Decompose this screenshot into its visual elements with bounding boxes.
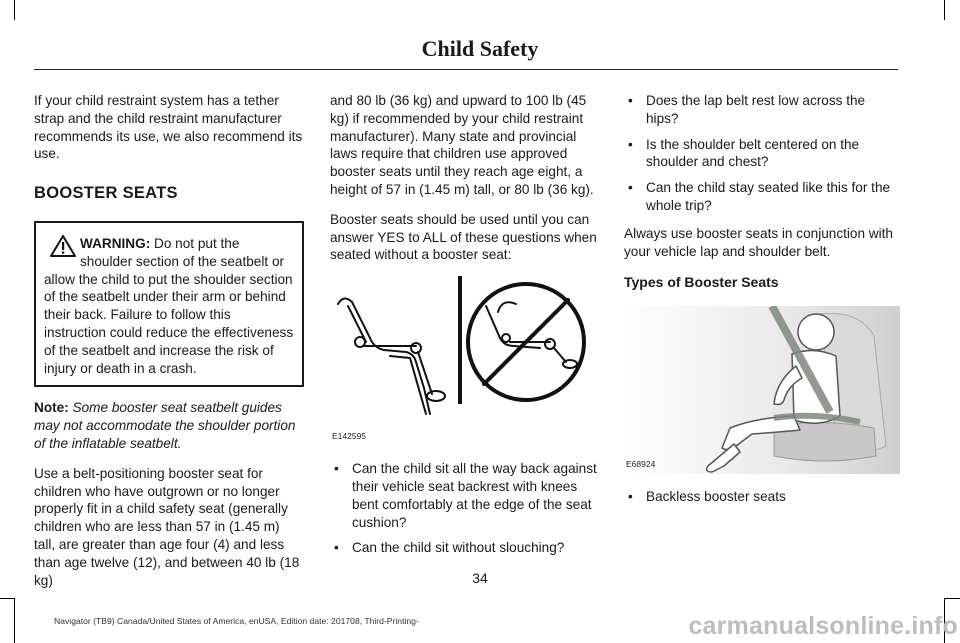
conjunction-paragraph: Always use booster seats in conjunction with your vehicle lap and shoulder belt. xyxy=(624,225,893,259)
crop-mark-bottom-left-h xyxy=(0,598,14,599)
figure-code: E68924 xyxy=(626,459,656,470)
list-item: • Can the child sit without slouching? xyxy=(330,539,602,557)
list-item: • Can the child stay seated like this for the whole trip? xyxy=(624,179,900,215)
note-label: Note: xyxy=(34,400,69,416)
warning-label: WARNING: xyxy=(80,235,151,251)
column-3 xyxy=(624,92,900,516)
column-1 xyxy=(34,92,304,601)
warning-box xyxy=(34,221,304,387)
list-item: • Is the shoulder belt centered on the shoulder and chest? xyxy=(624,136,900,172)
seated-posture-illustration xyxy=(330,276,602,426)
footer-edition-info: Navigator (TB9) Canada/United States of America, enUSA, Edition date: 201708, Third-Printing- xyxy=(54,616,419,626)
warning-text: Do not put the shoulder section of the seatbelt or allow the child to put the shoulder section of the seatbelt under their arm or behind their back. Failure to follow this instruction could reduce the effectiveness of the seatbelt and increase the risk of injury or death in a crash. xyxy=(44,235,294,376)
header-rule xyxy=(34,69,898,70)
page-title: Child Safety xyxy=(421,36,539,61)
intro-paragraph: If your child restraint system has a tether strap and the child restraint manufacturer recommends its use, we also recommend its use. xyxy=(34,93,303,162)
crop-mark-top-right-h xyxy=(944,0,945,20)
figure-code: E142595 xyxy=(332,431,367,442)
list-item: • Backless booster seats xyxy=(624,488,900,506)
booster-type-list xyxy=(624,488,900,506)
question-list-continued xyxy=(624,92,900,215)
crop-mark-top-left-h xyxy=(14,0,15,20)
section-heading: BOOSTER SEATS xyxy=(34,184,178,203)
page-number: 34 xyxy=(472,570,488,586)
crop-mark-bottom-right-h xyxy=(944,598,960,599)
booster-types-heading: Types of Booster Seats xyxy=(624,274,779,291)
booster-paragraph-continued: and 80 lb (36 kg) and upward to 100 lb (45 kg) if recommended by your child restraint manufacturer). Many state and provincial laws require that children use approved booster seats until they reach age eight, a height of 57 in (1.45 m) tall, or 80 lb (36 kg). xyxy=(330,93,594,197)
watermark: carmanualsonline.info xyxy=(688,612,958,640)
warning-triangle-icon xyxy=(50,235,76,257)
booster-paragraph: Use a belt-positioning booster seat for children who have outgrown or no longer properly fit in a child safety seat (generally children who are less than 57 in (1.45 m) tall, are greater than age four (4) and less than age twelve (12), and between 40 lb (18 kg) xyxy=(34,465,300,588)
column-2 xyxy=(330,92,602,567)
crop-mark-bottom-left-v xyxy=(14,598,15,643)
question-list xyxy=(330,460,602,557)
list-item: • Does the lap belt rest low across the hips? xyxy=(624,92,900,128)
booster-seat-figure xyxy=(624,306,900,474)
note-text: Some booster seat seatbelt guides may not accommodate the shoulder portion of the inflatable seatbelt. xyxy=(34,400,296,451)
backless-booster-illustration xyxy=(624,306,900,474)
list-item: • Can the child sit all the way back against their vehicle seat backrest with knees bent comfortably at the edge of the seat cushion? xyxy=(330,460,602,531)
booster-questions-intro: Booster seats should be used until you can answer YES to ALL of these questions when seated without a booster seat: xyxy=(330,211,597,263)
note-paragraph xyxy=(34,399,304,452)
posture-figure xyxy=(330,276,602,446)
